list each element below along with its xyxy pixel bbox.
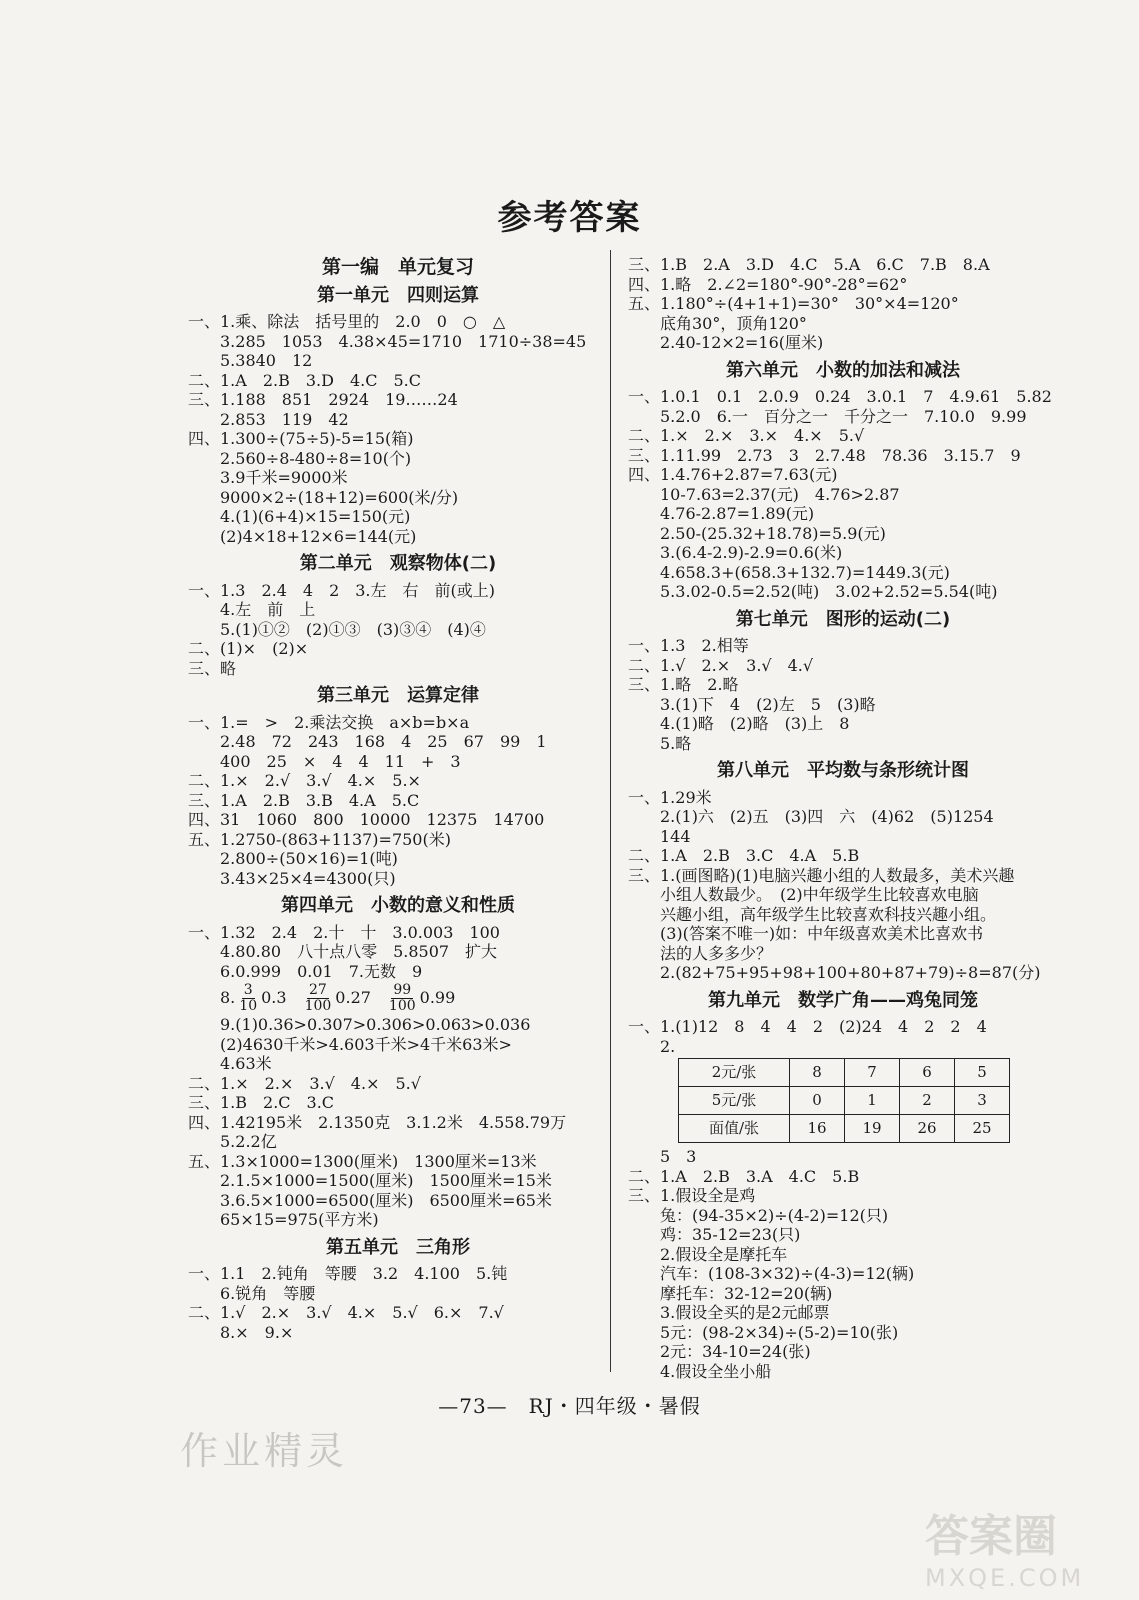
answer-line: 一、1.3 2.相等 xyxy=(628,636,749,655)
answer-line: 兴趣小组，高年级学生比较喜欢科技兴趣小组。 xyxy=(628,904,997,924)
left-column xyxy=(188,255,608,1342)
fraction-prefix: 8. xyxy=(188,988,236,1007)
answer-line: 9.(1)0.36>0.307>0.306>0.063>0.036 xyxy=(188,1015,531,1034)
answer-line: 5.略 xyxy=(628,733,692,753)
answer-line: 二、1.× 2.× 3.× 4.× 5.√ xyxy=(628,426,865,445)
fraction-decimal: 0.27 xyxy=(335,988,371,1007)
answer-line: (2)4630千米>4.603千米>4千米63米> xyxy=(188,1034,512,1054)
section-heading: 第一单元 四则运算 xyxy=(317,284,479,306)
answer-line: 2.1.5×1000=1500(厘米) 1500厘米=15米 xyxy=(188,1171,552,1190)
answer-line: 6.0.999 0.01 7.无数 9 xyxy=(188,961,423,981)
answer-line: 3.6.5×1000=6500(厘米) 6500厘米=65米 xyxy=(188,1190,552,1210)
fraction xyxy=(305,983,332,1014)
answer-line: 5.3840 12 xyxy=(188,351,313,370)
section-heading: 第九单元 数学广角——鸡兔同笼 xyxy=(708,989,978,1011)
answer-table xyxy=(678,1058,1010,1143)
table-cell: 3 xyxy=(955,1087,1010,1115)
table-row xyxy=(679,1059,1010,1087)
answer-line: 3.285 1053 4.38×45=1710 1710÷38=45 xyxy=(188,331,587,351)
section-heading: 第五单元 三角形 xyxy=(326,1236,470,1258)
answer-line: 2. xyxy=(628,1036,676,1056)
table-cell: 2元/张 xyxy=(679,1059,790,1087)
answer-line: 5.(1)①② (2)①③ (3)③④ (4)④ xyxy=(188,619,486,639)
fraction-numerator: 3 xyxy=(243,982,253,998)
logo-sub: MXQE.COM xyxy=(925,1564,1085,1592)
answer-line: 一、1.(1)12 8 4 4 2 (2)24 4 2 2 4 xyxy=(628,1017,987,1036)
table-cell: 16 xyxy=(790,1115,845,1143)
answer-line: 65×15=975(平方米) xyxy=(188,1210,379,1229)
answer-line: 2.853 119 42 xyxy=(188,409,349,429)
answer-line: 3.9千米=9000米 xyxy=(188,468,348,487)
answer-line: 一、1.0.1 0.1 2.0.9 0.24 3.0.1 7 4.9.61 5.82 xyxy=(628,387,1052,406)
table-cell: 1 xyxy=(845,1087,900,1115)
answer-line: 一、1.= > 2.乘法交换 a×b=b×a xyxy=(188,712,470,732)
fraction-numerator: 99 xyxy=(393,982,412,998)
site-logo xyxy=(925,1500,1125,1590)
answer-line: 4.63米 xyxy=(188,1054,272,1073)
answer-line: 二、1.√ 2.× 3.√ 4.√ xyxy=(628,655,814,675)
answer-line: 一、1.1 2.钝角 等腰 3.2 4.100 5.钝 xyxy=(188,1264,508,1283)
section-heading: 第三单元 运算定律 xyxy=(317,685,479,706)
table-row xyxy=(679,1087,1010,1115)
answer-line: 四、1.4.76+2.87=7.63(元) xyxy=(628,465,838,484)
answer-line: 9000×2÷(18+12)=600(米/分) xyxy=(188,487,459,507)
answer-line: 三、略 xyxy=(188,658,237,678)
answer-line: 三、1.B 2.A 3.D 4.C 5.A 6.C 7.B 8.A xyxy=(628,255,990,274)
answer-line: 鸡：35-12=23(只) xyxy=(628,1225,801,1244)
table-cell: 7 xyxy=(845,1059,900,1087)
page-title: 参考答案 xyxy=(497,198,642,238)
answer-line: 2元：34-10=24(张) xyxy=(628,1342,811,1361)
right-column xyxy=(628,255,1058,1381)
answer-line: 4.假设全坐小船 xyxy=(628,1361,772,1381)
answer-line: 2.800÷(50×16)=1(吨) xyxy=(188,849,398,868)
table-cell: 5元/张 xyxy=(679,1087,790,1115)
answer-line: 2.560÷8-480÷8=10(个) xyxy=(188,448,412,468)
answer-line: 144 xyxy=(628,826,691,846)
section-heading: 第二单元 观察物体(二) xyxy=(299,553,497,574)
answer-line: 二、1.√ 2.× 3.√ 4.× 5.√ 6.× 7.√ xyxy=(188,1303,504,1322)
answer-line: 5.2.2亿 xyxy=(188,1132,277,1151)
fraction-denominator: 100 xyxy=(388,998,416,1014)
fraction-denominator: 100 xyxy=(304,998,332,1014)
answer-line: 二、1.A 2.B 3.C 4.A 5.B xyxy=(628,846,860,865)
table-cell: 2 xyxy=(900,1087,955,1115)
section-heading: 第六单元 小数的加法和减法 xyxy=(726,359,960,381)
answer-line: 400 25 × 4 4 11 + 3 xyxy=(188,751,461,771)
answer-line: 三、1.(画图略)(1)电脑兴趣小组的人数最多，美术兴趣 xyxy=(628,865,1015,885)
answer-line: 5元：(98-2×34)÷(5-2)=10(张) xyxy=(628,1322,899,1342)
answer-line: 四、1.略 2.∠2=180°-90°-28°=62° xyxy=(628,274,908,294)
answer-line: 兔：(94-35×2)÷(4-2)=12(只) xyxy=(628,1205,889,1225)
answer-line: 三、1.略 2.略 xyxy=(628,675,739,694)
answer-line: 4.76-2.87=1.89(元) xyxy=(628,504,815,523)
answer-line: 4.左 前 上 xyxy=(188,600,316,619)
table-cell: 25 xyxy=(955,1115,1010,1143)
answer-line: 二、1.A 2.B 3.D 4.C 5.C xyxy=(188,370,421,390)
fraction-denominator: 10 xyxy=(239,998,258,1014)
page-footer: —73— RJ・四年级・暑假 xyxy=(438,1394,701,1418)
answer-line: 小组人数最少。 (2)中年级学生比较喜欢电脑 xyxy=(628,885,979,904)
answer-line: 6.锐角 等腰 xyxy=(188,1283,316,1303)
answer-line: 三、1.假设全是鸡 xyxy=(628,1186,756,1205)
answer-line: 法的人多多少？ xyxy=(628,943,773,963)
fraction xyxy=(389,983,416,1014)
answer-line: 三、1.11.99 2.73 3 2.7.48 78.36 3.15.7 9 xyxy=(628,445,1021,465)
answer-line: (3)(答案不唯一)如：中年级喜欢美术比喜欢书 xyxy=(628,924,984,943)
table-cell: 面值/张 xyxy=(679,1115,790,1143)
table-cell: 19 xyxy=(845,1115,900,1143)
fraction-line xyxy=(188,981,608,1015)
answer-line: 四、31 1060 800 10000 12375 14700 xyxy=(188,810,545,829)
section-heading: 第八单元 平均数与条形统计图 xyxy=(717,760,969,781)
answer-line: 二、1.× 2.√ 3.√ 4.× 5.× xyxy=(188,771,421,790)
section-heading: 第七单元 图形的运动(二) xyxy=(735,608,951,630)
answer-line: 一、1.3 2.4 4 2 3.左 右 前(或上) xyxy=(188,580,496,600)
answer-line: (2)4×18+12×6=144(元) xyxy=(188,526,417,546)
watermark-logo: 作业精灵 xyxy=(180,1429,349,1473)
answer-line: 5 3 xyxy=(628,1147,697,1166)
answer-line: 一、1.乘、除法 括号里的 2.0 0 ○ △ xyxy=(188,312,506,331)
fraction xyxy=(239,983,257,1014)
answer-line: 5.3.02-0.5=2.52(吨) 3.02+2.52=5.54(吨) xyxy=(628,582,998,601)
answer-line: 三、1.188 851 2924 19……24 xyxy=(188,390,458,409)
answer-line: 汽车：(108-3×32)÷(4-3)=12(辆) xyxy=(628,1264,915,1283)
answer-line: 二、1.× 2.× 3.√ 4.× 5.√ xyxy=(188,1073,421,1093)
answer-line: 2.假设全是摩托车 xyxy=(628,1244,788,1264)
answer-line: 4.(1)略 (2)略 (3)上 8 xyxy=(628,714,850,733)
answer-line: 一、1.32 2.4 2.十 十 3.0.003 100 xyxy=(188,922,500,942)
answer-line: 2.(1)六 (2)五 (3)四 六 (4)62 (5)1254 xyxy=(628,807,994,826)
answer-line: 摩托车：32-12=20(辆) xyxy=(628,1283,833,1303)
table-cell: 8 xyxy=(790,1059,845,1087)
answer-line: 五、1.3×1000=1300(厘米) 1300厘米=13米 xyxy=(188,1151,537,1171)
answer-line: 3.43×25×4=4300(只) xyxy=(188,868,396,888)
answer-line: 5.2.0 6.一 百分之一 千分之一 7.10.0 9.99 xyxy=(628,406,1027,426)
fraction-decimal: 0.3 xyxy=(261,988,287,1007)
answer-line: 二、1.A 2.B 3.A 4.C 5.B xyxy=(628,1166,860,1186)
answer-line: 3.(1)下 4 (2)左 5 (3)略 xyxy=(628,694,876,714)
logo-main: 答案圈 xyxy=(925,1511,1057,1562)
table-cell: 0 xyxy=(790,1087,845,1115)
table-cell: 5 xyxy=(955,1059,1010,1087)
table-row xyxy=(679,1115,1010,1143)
answer-line: 4.80.80 八十点八零 5.8507 扩大 xyxy=(188,942,498,961)
fraction-numerator: 27 xyxy=(309,982,327,998)
fraction-decimal: 0.99 xyxy=(419,988,456,1007)
answer-line: 2.(82+75+95+98+100+80+87+79)÷8=87(分) xyxy=(628,963,1041,982)
part-heading: 第一编 单元复习 xyxy=(321,256,474,278)
section-heading: 第四单元 小数的意义和性质 xyxy=(281,895,515,916)
answer-line: 一、1.29米 xyxy=(628,787,712,807)
answer-line: 3.(6.4-2.9)-2.9=0.6(米) xyxy=(628,543,843,562)
answer-line: 三、1.A 2.B 3.B 4.A 5.C xyxy=(188,790,420,810)
answer-line: 10-7.63=2.37(元) 4.76>2.87 xyxy=(628,484,900,504)
table-cell: 26 xyxy=(900,1115,955,1143)
answer-line: 2.40-12×2=16(厘米) xyxy=(628,333,824,352)
column-divider xyxy=(610,250,611,1372)
answer-line: 五、1.2750-(863+1137)=750(米) xyxy=(188,829,451,849)
answer-line: 8.× 9.× xyxy=(188,1322,294,1342)
answer-line: 二、(1)× (2)× xyxy=(188,639,309,658)
answer-line: 四、1.42195米 2.1350克 3.1.2米 4.558.79万 xyxy=(188,1112,567,1132)
answer-line: 4.658.3+(658.3+132.7)=1449.3(元) xyxy=(628,562,950,582)
answer-line: 三、1.B 2.C 3.C xyxy=(188,1093,335,1112)
answer-line: 底角30°，顶角120° xyxy=(628,313,807,333)
answer-line: 五、1.180°÷(4+1+1)=30° 30°×4=120° xyxy=(628,294,959,313)
answer-line: 2.50-(25.32+18.78)=5.9(元) xyxy=(628,523,886,543)
answer-line: 2.48 72 243 168 4 25 67 99 1 xyxy=(188,732,547,751)
answer-line: 4.(1)(6+4)×15=150(元) xyxy=(188,507,411,526)
answer-line: 四、1.300÷(75÷5)-5=15(箱) xyxy=(188,429,414,448)
table-cell: 6 xyxy=(900,1059,955,1087)
answer-line: 3.假设全买的是2元邮票 xyxy=(628,1303,830,1322)
